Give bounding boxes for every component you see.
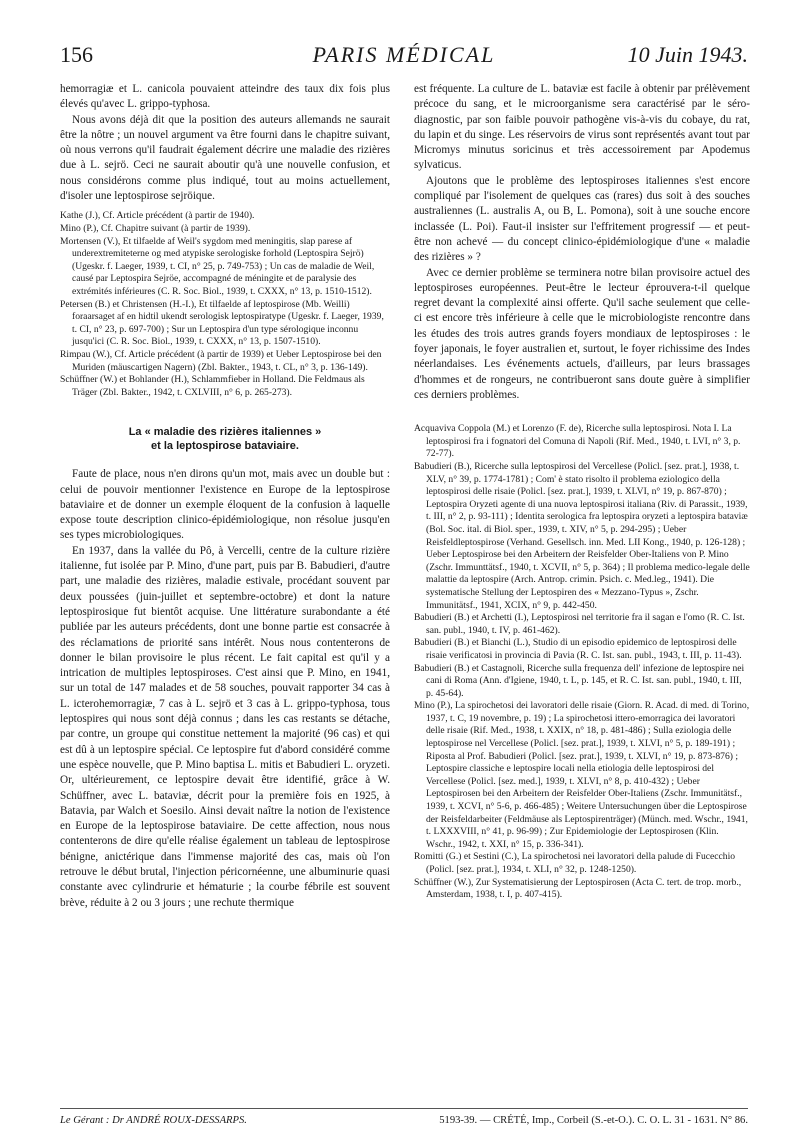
- left-column: [60, 82, 390, 911]
- reference-item: Mortensen (V.), Et tilfaelde af Weil's sygdom med meningitis, slap parese af underextremiteterne og med atypiske serologiske forhold (Leptospira Sejrö) (Ugeskr. f. Laeger, 1939, t. CI, n° 25, p. 749-753) ; Un cas de maladie de Weil, causé par Leptospira Sejröe, accompagné de méningite et de paralysie des extrémités inférieures (C. R. Soc. Biol., 1939, t. CXXX, n° 13, p. 1510-1512).: [60, 235, 375, 297]
- section-heading: [60, 425, 390, 453]
- paragraph: Nous avons déjà dit que la position des auteurs allemands ne saurait être la nôtre ; un nouvel argument va être fourni dans le chapitre suivant, où nous verrons qu'il faudrait également décrire une maladie des rizières due à L. sejrö. Ceci ne saurait aboutir qu'à une nouvelle confusion, et nous considérons comme plus indiqué, tout au moins actuellement, d'isoler une leptospirose sejröique.: [60, 113, 390, 203]
- page-header: [60, 42, 748, 76]
- paragraph: En 1937, dans la vallée du Pô, à Vercelli, centre de la culture rizière italienne, fut isolée par P. Mino, d'une part, puis par B. Babudieri, d'autre part, une maladie des rizières, maladie estivale, procédant souvent par deux poussées (juin-juillet et septembre-octobre) et dont la nature leptospirosique fut bientôt acquise. Une littérature surabondante a été publiée par les auteurs précédents, dont une bonne partie est consacrée à des réclamations de priorité sans intérêt. Nous nous contenterons de donner le bilan provisoire le plus récent. Le fait capital est qu'il y a intrication de multiples leptospiroses. C'est ainsi que P. Mino, en 1941, sur un total de 147 malades et de 58 souches, pouvait rapporter 34 cas à L. icterohemorragiæ, 7 cas à L. sejrö et 3 cas à L. grippo-typhosa, tous leptospires qui nous sont déjà connus ; dans les cas restants se détache, par contre, un groupe qui constitue nettement la majorité (96 cas) et qui est dû à un leptospire spécial. Ce leptospire fut d'abord considéré comme une espèce nouvelle, que P. Mino baptisa L. mitis et Babudieri L. oryzeti. Or, ultérieurement, ce leptospire devait être identifié, grâce à W. Schüffner, avec L. bataviæ, décrit pour la première fois en 1925, à Batavia, par Walch et Soesilo. Ainsi devait naître la notion de l'existence en Europe de la leptospirose bataviaire. De cette affection, nous nous contenterons de dire qu'elle réalise également un tableau de leptospirose bénigne, anictérique dans l'immense majorité des cas, mais où l'on retrouve le début brutal, l'injection péricornéenne, une albuminurie quasi constante avec cylindrurie et hématurie ; la courbe fébrile est souvent brève, réduite à 2 ou 3 jours ; une rechute thermique: [60, 544, 390, 909]
- paragraph: Ajoutons que le problème des leptospiroses italiennes s'est encore compliqué par l'isolement de quelques cas (rares) dus soit à des souches australiennes (L. australis A, ou B, L. Pomona), soit à une souche encore inclassée (L. Poi). Faut-il insister sur l'effritement progressif — et peut-être non achevé — du concept clinico-épidémiologique d'une « maladie des rizières » ?: [414, 174, 750, 264]
- reference-item: Babudieri (B.), Ricerche sulla leptospirosi del Vercellese (Policl. [sez. prat.], 1938, t. XLV, n° 39, p. 1774-1781) ; Com' è stato risolto il problema eziologico della leptospirosi delle risaie (Policl. [sez. prat.], 1939, t. XLVI, n° 19, p. 867-870) ; Leptospira Oryzeti agente di una nuova leptospirosi italiana (Riv. di Parassit., 1939, t. III, n° 2, p. 93-111) ; Identita serologica fra leptospira oryzeti a leptospira bataviæ (Bol. Soc. ital. di Biol. sper., 1939, t. XIV, n° 5, p. 294-295) ; Ueber Reisfeldleptospirose (Verhand. Gesellsch. inn. Med. LII Kong., 1940, p. 126-128) ; Ueber Leptospirose bei den Arbeitern der Reisfelder Ober-Italiens von P. Mino (Zschr. Immunttätsf., 1940, t. XCVII, n° 5, p. 364) ; Il problema medico-legale delle malattie da leptospire (Arch. Antrop. crimin. Psich. c. Med.leg., 1941). Die systematische Stellung der Leptospiren des « Mezzano-Typus », Zschr. Immunitätsf., 1941, XCIX, n° 9, p. 442-450.: [414, 461, 750, 611]
- reference-item: Babudieri (B.) et Bianchi (L.), Studio di un episodio epidemico de leptospirosi delle risaie verificatosi in provincia di Pavia (R. C. Ist. san. publ., 1943, t. III, p. 11-43).: [414, 637, 742, 661]
- issue-date: 10 Juin 1943.: [627, 42, 748, 67]
- reference-item: Mino (P.), Cf. Chapitre suivant (à partir de 1939).: [60, 222, 251, 234]
- printer-imprint: 5193-39. — CRÉTÉ, Imp., Corbeil (S.-et-O.). C. O. L. 31 - 1631. N° 86.: [439, 1115, 748, 1126]
- reference-item: Babudieri (B.) et Archetti (I.), Leptospirosi nel territorie fra il sagan e l'omo (R. C. Ist. san. publ., 1940, t. IV, p. 461-462).: [414, 612, 745, 636]
- reference-item: Schüffner (W.), Zur Systematisierung der Leptospirosen (Acta C. tert. de trop. morb., Amsterdam, 1938, t. I, p. 407-415).: [414, 876, 742, 901]
- paragraph: Faute de place, nous n'en dirons qu'un mot, mais avec un double but : celui de pouvoir mentionner l'existence en Europe de la leptospirose bataviaire et de donner un exemple éloquent de la confusion à laquelle expose toute description clinico-épidémiologique, non résolue jusqu'en ses types microbiologiques.: [60, 468, 390, 542]
- reference-list: [414, 423, 750, 902]
- reference-list: [60, 210, 390, 399]
- reference-item: Babudieri (B.) et Castagnoli, Ricerche sulla frequenza dell' infezione de leptospire nei cani di Roma (Ann. d'Igiene, 1940, t. L, p. 145, et R. C. Ist. san. publ., 1940, t. III, p. 45-64).: [414, 662, 745, 699]
- reference-item: Rimpau (W.), Cf. Article précédent (à partir de 1939) et Ueber Leptospirose bei den Muriden (mäuscartigen Nagern) (Zbl. Bakter., 1943, t. CL, n° 3, p. 136-149).: [60, 348, 382, 373]
- paragraph: Avec ce dernier problème se terminera notre bilan provisoire actuel des leptospiroses européennes. Peut-être le lecteur éprouvera-t-il quelque regret devant la complexité ainsi offerte. Qu'il sache seulement que celle-ci est encore très inférieure à celle que le microbiologiste rencontre dans les études des trois autres grands foyers mondiaux de leptospiroses : le foyer japonais, le foyer australien et, surtout, le foyer richissime des Indes néerlandaises. Les événements actuels, d'ailleurs, par leurs brassages d'hommes et de rongeurs, ne contribueront sans doute guère à simplifier ces derniers problèmes.: [414, 266, 750, 401]
- heading-line: et la leptospirose bataviaire.: [151, 440, 299, 453]
- page-footer: [60, 1108, 748, 1128]
- page-number: 156: [60, 42, 93, 67]
- reference-item: Mino (P.), La spirochetosi dei lavoratori delle risaie (Giorn. R. Acad. di med. di Torino, 1937, t. C, 19 novembre, p. 19) ; La spirochetosi ittero-emorragica dei lavoratori delle risaie (Rif. Med., 1938, t. XXIX, n° 18, p. 481-486) ; Sulla eziologia delle leptospirose nel Vercellese (Policl. [sez. prat.], 1939, t. XLVI, n° 5, p. 189-191) ; Riposta al Prof. Babudieri (Policl. [sez. prat.], 1939, t. XLVI, n° 19, p. 873-876) ; Leptospire classiche e leptospire locali nella etiologia delle leptospirosi del Vercellese (Policl. [sez. med.], 1939, t. XLVI, n° 8, p. 410-432) ; Ueber Leptospirosen bei den Arbeitern der Reisfelder Ober-Italiens (Zschr. Immunitätsf., 1939, t. XCVI, n° 5-6, p. 466-485) ; Weitere Untersuchungen über die Leptospirose der Reisfeldarbeiter (Feldmäuse als Leptospirenträger) (Münch. med. Wschr., 1941, t. LXXXVIII, n° 41, p. 96-99) ; Zur Epidemiologie der Leptospirosen (Klin. Wschr., 1942, t. XXI, n° 15, p. 336-341).: [414, 700, 750, 850]
- reference-item: Romitti (G.) et Sestini (C.), La spirochetosi nei lavoratori della palude di Fucecchio (Policl. [sez. prat.], 1934, t. XLI, n° 32, p. 1248-1250).: [414, 851, 736, 876]
- paragraph: hemorragiæ et L. canicola pouvaient atteindre des taux dix fois plus élevés qu'avec L. grippo-typhosa.: [60, 83, 390, 111]
- heading-line: La « maladie des rizières italiennes »: [128, 426, 322, 439]
- journal-title: PARIS MÉDICAL: [312, 42, 496, 67]
- reference-item: Acquaviva Coppola (M.) et Lorenzo (F. de), Ricerche sulla leptospirosi. Nota I. La leptospirosi fra i fognatori del Comuna di Napoli (Rif. Med., 1940, t. LVI, n° 3, p. 72-77).: [414, 423, 741, 460]
- reference-item: Petersen (B.) et Christensen (H.-I.), Et tilfaelde af leptospirose (Mb. Weilli) foraarsaget af en hidtil ukendt serologisk leptospiratype (Ugeskr. f. Laeger, 1939, t. CI, n° 23, p. 697-700) ; Sur un Leptospira d'un type sérologique inconnu jusqu'ici (C. R. Soc. Biol., 1939, t. CXXX, n° 13, p. 1507-1510).: [60, 298, 384, 348]
- paragraph: est fréquente. La culture de L. bataviæ est facile à obtenir par prélèvement précoce du sang, et le microorganisme sera caractérisé par le séro-diagnostic, par son faible pouvoir pathogène vis-à-vis du cobaye, du rat, du lapin et du singe. Les réservoirs de virus sont représentés avant tout par Micromys minutus soricinus et très accessoirement par Apodemus sylvaticus.: [414, 83, 750, 172]
- right-column: [414, 82, 750, 902]
- reference-item: Schüffner (W.) et Bohlander (H.), Schlammfieber in Holland. Die Feldmaus als Träger (Zbl. Bakter., 1942, t. CXLVIII, n° 6, p. 265-273).: [60, 374, 365, 398]
- publisher-manager: Le Gérant : Dr ANDRÉ ROUX-DESSARPS.: [60, 1115, 247, 1126]
- reference-item: Kathe (J.), Cf. Article précédent (à partir de 1940).: [60, 210, 255, 222]
